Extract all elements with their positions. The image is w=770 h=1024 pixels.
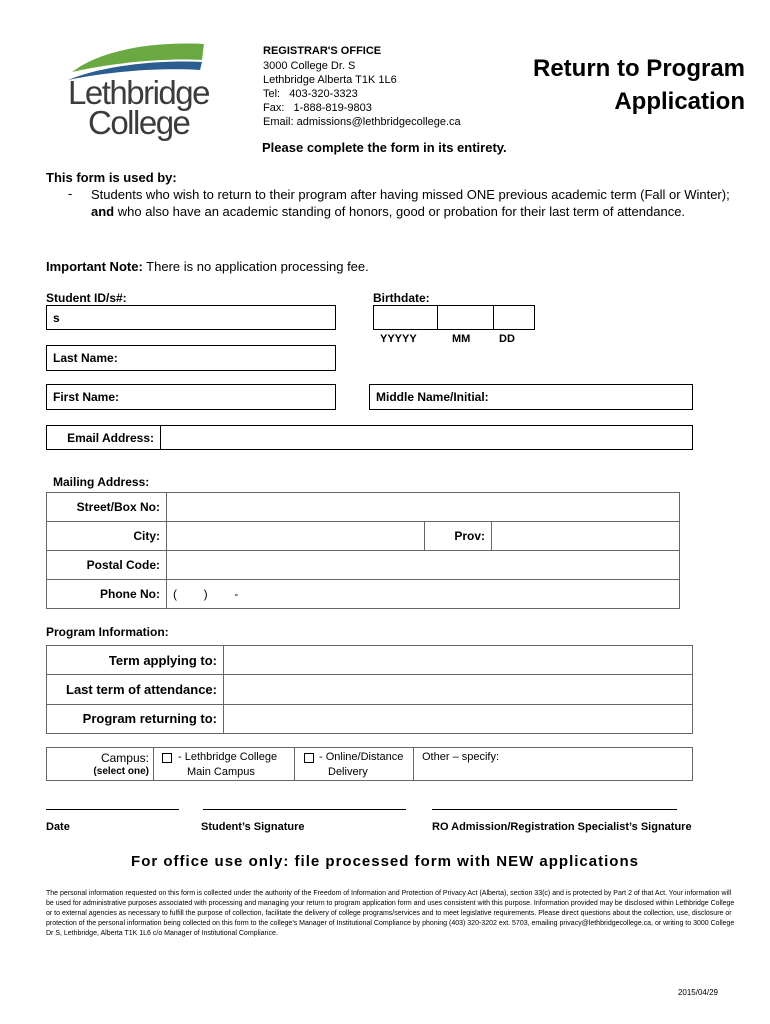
- campus-label: Campus:: [100, 751, 149, 765]
- usage-text: [91, 186, 731, 220]
- postal-label: Postal Code:: [86, 558, 160, 572]
- email-label-cell: [46, 425, 161, 450]
- program-returning-field[interactable]: [224, 704, 693, 733]
- street-label-cell: [47, 493, 167, 522]
- mailing-address-table: [46, 492, 680, 609]
- registrar-office-title: REGISTRAR'S OFFICE: [263, 45, 382, 57]
- last-name-label: Last Name:: [53, 351, 118, 365]
- first-name-field[interactable]: [46, 384, 336, 410]
- usage-text-a: Students who wish to return to their program after having missed ONE previous academic term (Fall or Winter);: [91, 187, 730, 202]
- middle-name-field[interactable]: [369, 384, 693, 410]
- campus-option-main[interactable]: [153, 747, 295, 781]
- usage-text-and: and: [91, 204, 115, 219]
- last-term-label: Last term of attendance:: [66, 681, 217, 697]
- street-label: Street/Box No:: [76, 500, 160, 514]
- registrar-tel: Tel: 403-320-3323: [263, 88, 358, 100]
- campus-other-field[interactable]: [413, 747, 693, 781]
- phone-format: ( ) -: [173, 587, 239, 601]
- street-field[interactable]: [167, 493, 680, 522]
- middle-name-label: Middle Name/Initial:: [376, 390, 489, 404]
- program-heading: Program Information:: [46, 625, 169, 639]
- birthdate-day-field[interactable]: [493, 305, 535, 330]
- ro-signature-line[interactable]: [432, 809, 677, 810]
- program-returning-label-cell: [47, 704, 224, 733]
- ro-signature-label: RO Admission/Registration Specialist’s Signature: [432, 821, 692, 833]
- campus-select-one: (select one): [93, 766, 149, 777]
- city-field[interactable]: [167, 522, 425, 551]
- student-id-label: Student ID/s#:: [46, 291, 127, 305]
- birthdate-month-field[interactable]: [437, 305, 494, 330]
- prov-label-cell: [425, 522, 492, 551]
- important-note-text: There is no application processing fee.: [146, 259, 369, 274]
- campus-other-label: Other – specify:: [422, 751, 500, 763]
- important-note-label: Important Note:: [46, 259, 143, 274]
- email-field[interactable]: [160, 425, 693, 450]
- postal-field[interactable]: [167, 551, 680, 580]
- checkbox-main-campus[interactable]: [162, 753, 172, 763]
- usage-dash: -: [68, 186, 73, 201]
- registrar-address2: Lethbridge Alberta T1K 1L6: [263, 74, 397, 86]
- logo-text-lethbridge: Lethbridge: [68, 74, 209, 111]
- date-label: Date: [46, 821, 70, 833]
- important-note: [46, 259, 369, 274]
- campus-option-main-line1: - Lethbridge College: [178, 751, 278, 763]
- registrar-email: Email: admissions@lethbridgecollege.ca: [263, 116, 461, 128]
- postal-label-cell: [47, 551, 167, 580]
- program-info-table: [46, 645, 693, 734]
- privacy-statement: The personal information requested on this form is collected under the authority of the Freedom of Information and Protection of Privacy Act (Alberta), section 33(c) and is protected by Part 2 of that Act. Your information will be used for administrative purposes associated with processing and managing your return to program application form and uses consistent with this purpose. Information provided may be disclosed within Lethbridge College or to external agencies as necessary to fulfill the purpose of collection, facilitate the delivery of college programs/services and to meet legislative requirements. Please direct questions about the collection, use, disclosure or protection of the personal information being collected on this form to the college’s Manager of Institutional Compliance by phoning (403) 320-3202 ext. 5703, emailing privacy@lethbridgecollege.ca, or writing to 3000 College Dr S, Lethbridge, Alberta T1K 1L6 c/o Manager of Institutional Compliance.: [46, 890, 735, 937]
- last-name-field[interactable]: [46, 345, 336, 371]
- program-returning-label: Program returning to:: [82, 711, 217, 727]
- birthdate-year-field[interactable]: [373, 305, 438, 330]
- birthdate-mm-hint: MM: [452, 333, 471, 345]
- usage-text-b: who also have an academic standing of honors, good or probation for their last term of attendance.: [117, 204, 686, 219]
- student-signature-label: Student’s Signature: [201, 821, 305, 833]
- term-label-cell: [47, 646, 224, 675]
- prov-field[interactable]: [492, 522, 680, 551]
- date-signature-line[interactable]: [46, 809, 179, 810]
- form-title-line1: Return to Program: [532, 55, 745, 82]
- city-label-cell: [47, 522, 167, 551]
- logo-text-college: College: [88, 104, 190, 141]
- campus-option-main-line2: Main Campus: [187, 766, 255, 778]
- student-id-prefix: s: [53, 311, 60, 325]
- usage-heading: This form is used by:: [46, 170, 177, 185]
- campus-option-online-line1: - Online/Distance: [319, 751, 404, 763]
- last-term-label-cell: [47, 675, 224, 704]
- registrar-address1: 3000 College Dr. S: [263, 60, 356, 72]
- prov-label: Prov:: [454, 529, 485, 543]
- first-name-label: First Name:: [53, 390, 120, 404]
- term-field[interactable]: [224, 646, 693, 675]
- city-label: City:: [133, 529, 160, 543]
- birthdate-yyyy-hint: YYYYY: [380, 333, 417, 345]
- mailing-heading: Mailing Address:: [53, 475, 150, 489]
- campus-option-online[interactable]: [294, 747, 414, 781]
- birthdate-label: Birthdate:: [373, 291, 430, 305]
- instruction-text: Please complete the form in its entirety.: [262, 140, 507, 155]
- checkbox-online-delivery[interactable]: [304, 753, 314, 763]
- campus-label-cell: [46, 747, 154, 781]
- student-signature-line[interactable]: [203, 809, 406, 810]
- form-title-line2: Application: [614, 88, 745, 115]
- phone-label: Phone No:: [100, 587, 160, 601]
- email-label: Email Address:: [67, 431, 154, 445]
- student-id-field[interactable]: [46, 305, 336, 330]
- term-label: Term applying to:: [108, 652, 217, 668]
- phone-field[interactable]: [167, 580, 680, 609]
- phone-label-cell: [47, 580, 167, 609]
- college-logo: [66, 40, 209, 141]
- birthdate-dd-hint: DD: [499, 333, 515, 345]
- version-date: 2015/04/29: [677, 988, 718, 997]
- campus-option-online-line2: Delivery: [328, 766, 368, 778]
- office-use-notice: For office use only: file processed form with NEW applications: [131, 853, 639, 870]
- registrar-fax: Fax: 1-888-819-9803: [263, 102, 372, 114]
- last-term-field[interactable]: [224, 675, 693, 704]
